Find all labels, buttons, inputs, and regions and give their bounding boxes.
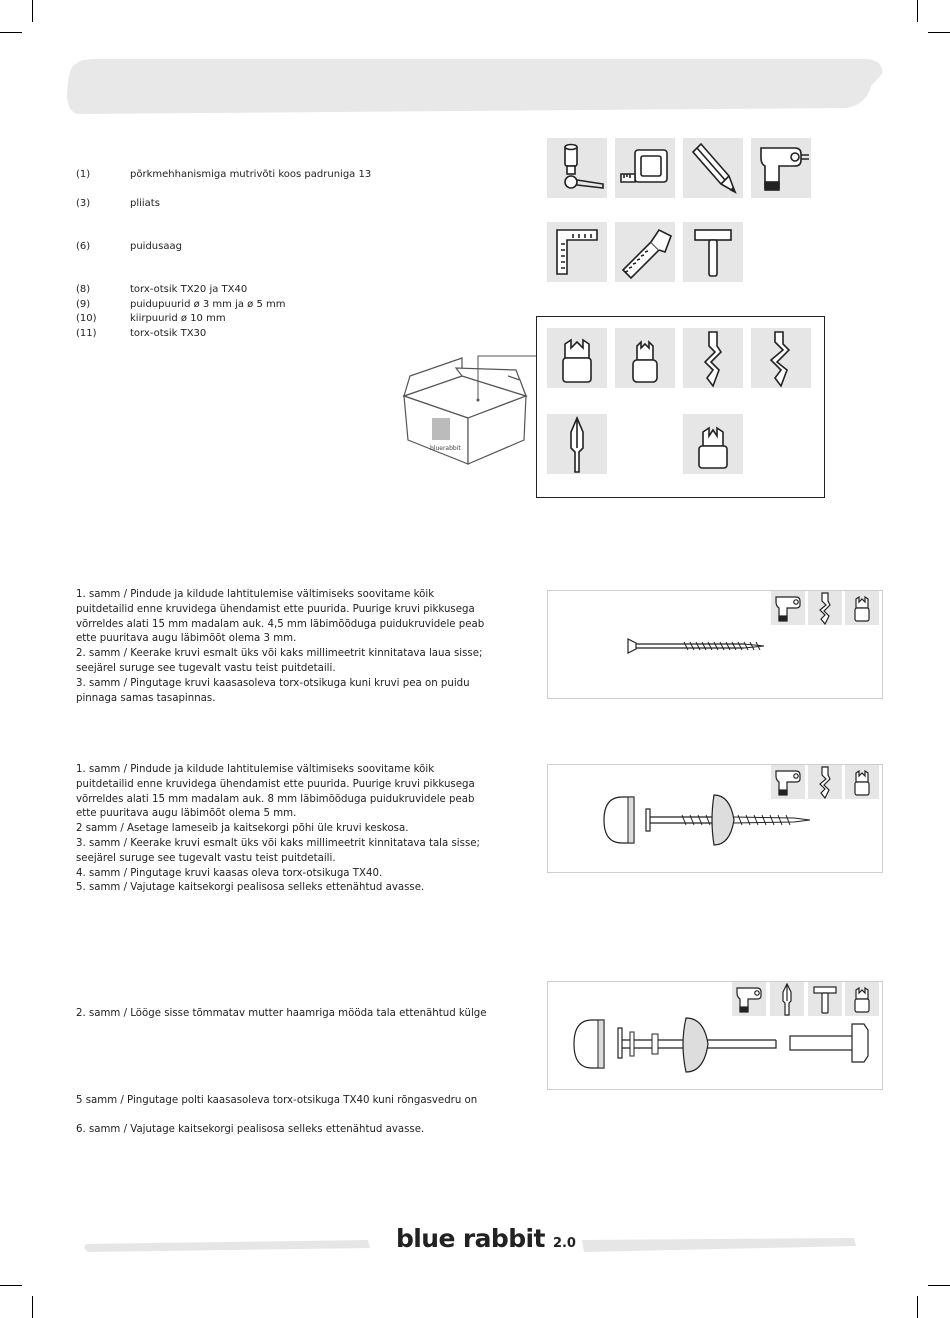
tool-number: (8): [76, 284, 91, 295]
step-line: 2. samm / Keerake kruvi esmalt üks või kaks millimeetrit kinnitatava laua sisse;: [76, 648, 483, 660]
hammer-icon: [808, 982, 842, 1016]
torx-bit-icon: [547, 328, 607, 388]
torx-bit-icon: [615, 328, 675, 388]
drill-bit-icon: [808, 765, 842, 799]
crop-mark: [32, 0, 33, 22]
box-illustration: [396, 348, 538, 468]
step-line: võrreldes alati 15 mm madalam auk. 8 mm läbimõõduga puidukruvidele peab: [76, 793, 475, 805]
step-line: 3. samm / Keerake kruvi esmalt üks või kaks millimeetrit kinnitatava tala sisse;: [76, 837, 480, 849]
tool-name: kiirpuurid ø 10 mm: [130, 313, 226, 324]
torx-bit-icon: [683, 414, 743, 474]
tool-name: torx-otsik TX20 ja TX40: [130, 284, 248, 295]
tool-name: puidusaag: [130, 241, 182, 252]
step-instructions: [76, 588, 484, 706]
header-band: [66, 56, 884, 116]
step-line: ette puuritava augu läbimõõt olema 3 mm.: [76, 633, 297, 645]
tool-number: (3): [76, 198, 91, 209]
step-line: puitdetailid enne kruvidega ühendamist ette puurida. Puurige kruvi pikkusega: [76, 778, 475, 790]
step-line: 5. samm / Vajutage kaitsekorgi pealisosa selleks ettenähtud avasse.: [76, 882, 425, 894]
crop-mark: [928, 32, 950, 33]
step-instruction: 6. samm / Vajutage kaitsekorgi pealisosa selleks ettenähtud avasse.: [76, 1124, 425, 1135]
drill-icon: [771, 765, 805, 799]
saw-icon: [615, 222, 675, 282]
footer-band-left: [82, 1236, 372, 1254]
footer-band-right: [580, 1236, 858, 1254]
torx-bit-icon: [845, 591, 879, 625]
step-line: puitdetailid enne kruvidega ühendamist ette puurida. Puurige kruvi pikkusega: [76, 603, 475, 615]
spade-bit-icon: [547, 414, 607, 474]
step-line: võrreldes alati 15 mm madalam auk. 4,5 mm läbimõõduga puidukruvidele peab: [76, 618, 485, 630]
crop-mark: [32, 1296, 33, 1318]
drill-bit-icon: [751, 328, 811, 388]
step-line: 3. samm / Pingutage kruvi kaasasoleva torx-otsikuga kuni kruvi pea on puidu: [76, 677, 470, 689]
tool-name: torx-otsik TX30: [130, 327, 207, 339]
step-line: 2 samm / Asetage lameseib ja kaitsekorgi põhi üle kruvi keskosa.: [76, 823, 409, 835]
ratchet-socket-icon: [547, 138, 607, 198]
tool-number: (6): [76, 241, 91, 252]
brand-logo: [396, 1224, 576, 1253]
tool-number: (1): [76, 169, 91, 180]
crop-mark: [917, 1296, 918, 1318]
step-line: 4. samm / Pingutage kruvi kaasas oleva torx-otsikuga TX40.: [76, 867, 383, 879]
tape-measure-icon: [615, 138, 675, 198]
brand-name: blue rabbit: [396, 1224, 545, 1253]
crop-mark: [917, 0, 918, 22]
drill-icon: [751, 138, 811, 198]
spade-bit-icon: [770, 982, 804, 1016]
torx-bit-icon: [845, 982, 879, 1016]
crop-mark: [0, 1285, 22, 1286]
crop-mark: [0, 32, 22, 33]
tool-number: (10): [76, 313, 97, 324]
step-instruction: 5 samm / Pingutage polti kaasasoleva torx-otsikuga TX40 kuni rõngasvedru on: [76, 1095, 478, 1106]
square-ruler-icon: [547, 222, 607, 282]
crop-mark: [928, 1285, 950, 1286]
step-line: 1. samm / Pindude ja kildude lahtitulemise vältimiseks soovitame kõik: [76, 764, 435, 775]
tool-number: (11): [76, 327, 97, 339]
step-line: pinnaga samas tasapinnas.: [76, 692, 216, 704]
drill-bit-icon: [808, 591, 842, 625]
brand-version: 2.0: [552, 1236, 576, 1251]
drill-bit-icon: [683, 328, 743, 388]
tool-name: pliiats: [130, 198, 160, 209]
step-instructions: [76, 763, 480, 896]
tool-name: puidupuurid ø 3 mm ja ø 5 mm: [130, 298, 286, 310]
drill-icon: [771, 591, 805, 625]
tool-number: (9): [76, 298, 91, 310]
torx-bit-icon: [845, 765, 879, 799]
step-line: ette puuritava augu läbimõõt olema 5 mm.: [76, 808, 297, 820]
step-instruction: 2. samm / Lööge sisse tõmmatav mutter haamriga mööda tala ettenähtud külge: [76, 1008, 487, 1019]
box-logo-text: bluerabbit: [430, 445, 461, 452]
pencil-icon: [683, 138, 743, 198]
step-line: 1. samm / Pindude ja kildude lahtitulemise vältimiseks soovitame kõik: [76, 589, 435, 600]
step-line: seejärel suruge see tugevalt vastu teist puitdetaili.: [76, 852, 336, 864]
drill-icon: [732, 982, 766, 1016]
tool-name: põrkmehhanismiga mutrivõti koos padruniga 13: [130, 169, 372, 180]
bolt-nut-illustration: [572, 1010, 872, 1080]
hammer-icon: [683, 222, 743, 282]
wood-screw-illustration: [624, 631, 794, 661]
step-line: seejärel suruge see tugevalt vastu teist puitdetaili.: [76, 662, 336, 674]
